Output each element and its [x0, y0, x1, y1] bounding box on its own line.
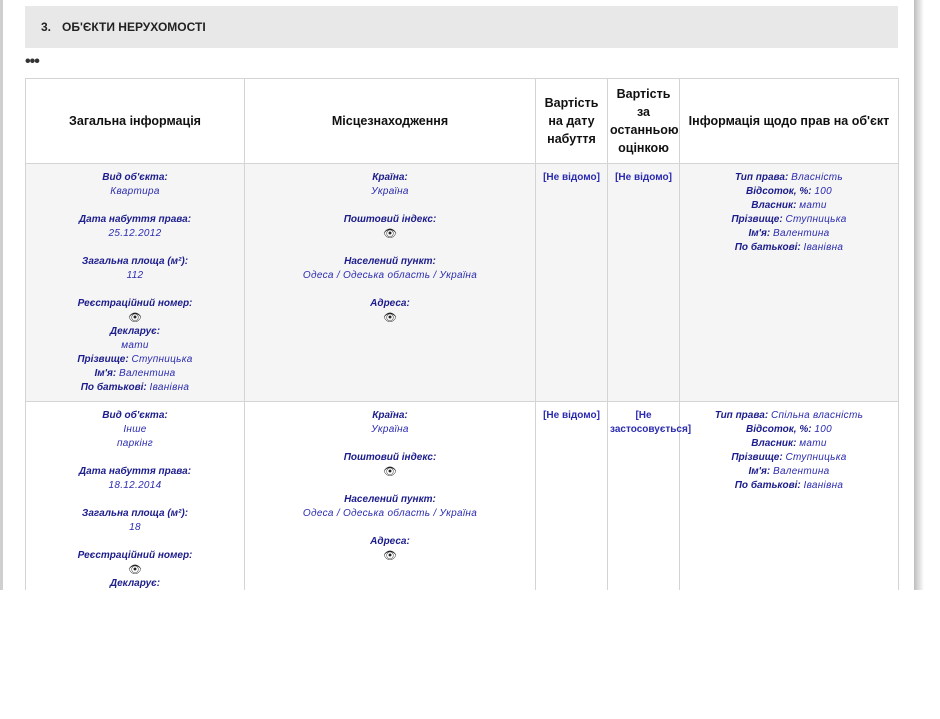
owner-label: Власник: [751, 438, 797, 449]
country-label: Країна: [372, 410, 408, 421]
hidden-eye-icon: 👁 [128, 564, 142, 576]
header-rights-info: Інформація щодо прав на об'єкт [680, 79, 899, 164]
settlement-value: Одеса / Одеська область / Україна [302, 508, 478, 519]
country-label: Країна: [372, 172, 408, 183]
header-cost-acquired: Вартість на дату набуття [536, 79, 608, 164]
reg-number-label: Реєстраційний номер: [77, 550, 193, 561]
name-value: Валентина [773, 228, 830, 239]
area-value: 112 [126, 270, 144, 281]
general-info-cell [26, 164, 245, 402]
acquired-label: Дата набуття права: [78, 214, 192, 225]
more-options-icon[interactable]: ••• [25, 53, 39, 70]
right-type-value: Власність [791, 172, 843, 183]
name-label: Ім'я: [748, 228, 771, 239]
patronymic-label: По батькові: [80, 382, 147, 393]
name-value: Валентина [119, 368, 176, 379]
surname-label: Прізвище: [77, 354, 129, 365]
area-label: Загальна площа (м²): [81, 508, 189, 519]
header-cost-last: Вартість за останньою оцінкою [608, 79, 680, 164]
object-type-label: Вид об'єкта: [102, 410, 168, 421]
address-label: Адреса: [370, 298, 410, 309]
object-type-value: Квартира [110, 186, 160, 197]
page-shadow [914, 0, 924, 590]
object-subtype-value: паркінг [116, 438, 154, 449]
address-label: Адреса: [370, 536, 410, 547]
declarant-value: мати [121, 340, 149, 351]
owner-label: Власник: [751, 200, 797, 211]
header-location: Місцезнаходження [245, 79, 536, 164]
general-info-cell [26, 402, 245, 591]
owner-value: мати [799, 438, 827, 449]
cost-acquired-cell: [Не відомо] [536, 164, 608, 402]
reg-number-label: Реєстраційний номер: [77, 298, 193, 309]
right-type-label: Тип права: [714, 410, 769, 421]
object-type-label: Вид об'єкта: [102, 172, 168, 183]
location-cell [245, 164, 536, 402]
name-label: Ім'я: [94, 368, 117, 379]
acquired-value: 25.12.2012 [108, 228, 162, 239]
settlement-label: Населений пункт: [344, 256, 436, 267]
surname-label: Прізвище: [731, 452, 783, 463]
table-row [26, 164, 899, 402]
patronymic-label: По батькові: [734, 480, 801, 491]
share-label: Відсоток, %: [746, 424, 812, 435]
area-label: Загальна площа (м²): [81, 256, 189, 267]
hidden-eye-icon: 👁 [383, 228, 397, 240]
cost-acquired-cell: [Не відомо] [536, 402, 608, 591]
share-value: 100 [814, 424, 832, 435]
section-number: 3. [41, 20, 52, 34]
cost-last-cell: [Не відомо] [608, 164, 680, 402]
right-type-label: Тип права: [735, 172, 789, 183]
declarant-label: Декларує: [109, 578, 161, 589]
object-type-value: Інше [123, 424, 147, 435]
area-value: 18 [129, 522, 141, 533]
patronymic-value: Іванівна [149, 382, 190, 393]
surname-value: Ступницька [131, 354, 193, 365]
country-value: Україна [371, 424, 409, 435]
surname-label: Прізвище: [731, 214, 783, 225]
cost-last-cell: [Не застосовується] [608, 402, 680, 591]
header-general-info: Загальна інформація [26, 79, 245, 164]
postcode-label: Поштовий індекс: [343, 452, 437, 463]
location-cell [245, 402, 536, 591]
hidden-eye-icon: 👁 [383, 466, 397, 478]
share-value: 100 [814, 186, 832, 197]
name-value: Валентина [773, 466, 830, 477]
right-type-value: Спільна власність [770, 410, 864, 421]
name-label: Ім'я: [748, 466, 771, 477]
rights-cell [680, 402, 899, 591]
acquired-label: Дата набуття права: [78, 466, 192, 477]
section-header [25, 6, 898, 48]
patronymic-value: Іванівна [803, 480, 844, 491]
acquired-value: 18.12.2014 [108, 480, 162, 491]
postcode-label: Поштовий індекс: [343, 214, 437, 225]
section-title: ОБ'ЄКТИ НЕРУХОМОСТІ [62, 20, 206, 34]
hidden-eye-icon: 👁 [128, 312, 142, 324]
table-row [26, 402, 899, 591]
surname-value: Ступницька [785, 452, 847, 463]
table-header-row [26, 79, 899, 164]
rights-cell [680, 164, 899, 402]
share-label: Відсоток, %: [746, 186, 812, 197]
declarant-label: Декларує: [109, 326, 161, 337]
real-estate-table [25, 78, 899, 590]
patronymic-label: По батькові: [734, 242, 801, 253]
hidden-eye-icon: 👁 [383, 550, 397, 562]
country-value: Україна [371, 186, 409, 197]
patronymic-value: Іванівна [803, 242, 844, 253]
settlement-value: Одеса / Одеська область / Україна [302, 270, 478, 281]
owner-value: мати [799, 200, 827, 211]
settlement-label: Населений пункт: [344, 494, 436, 505]
surname-value: Ступницька [785, 214, 847, 225]
hidden-eye-icon: 👁 [383, 312, 397, 324]
